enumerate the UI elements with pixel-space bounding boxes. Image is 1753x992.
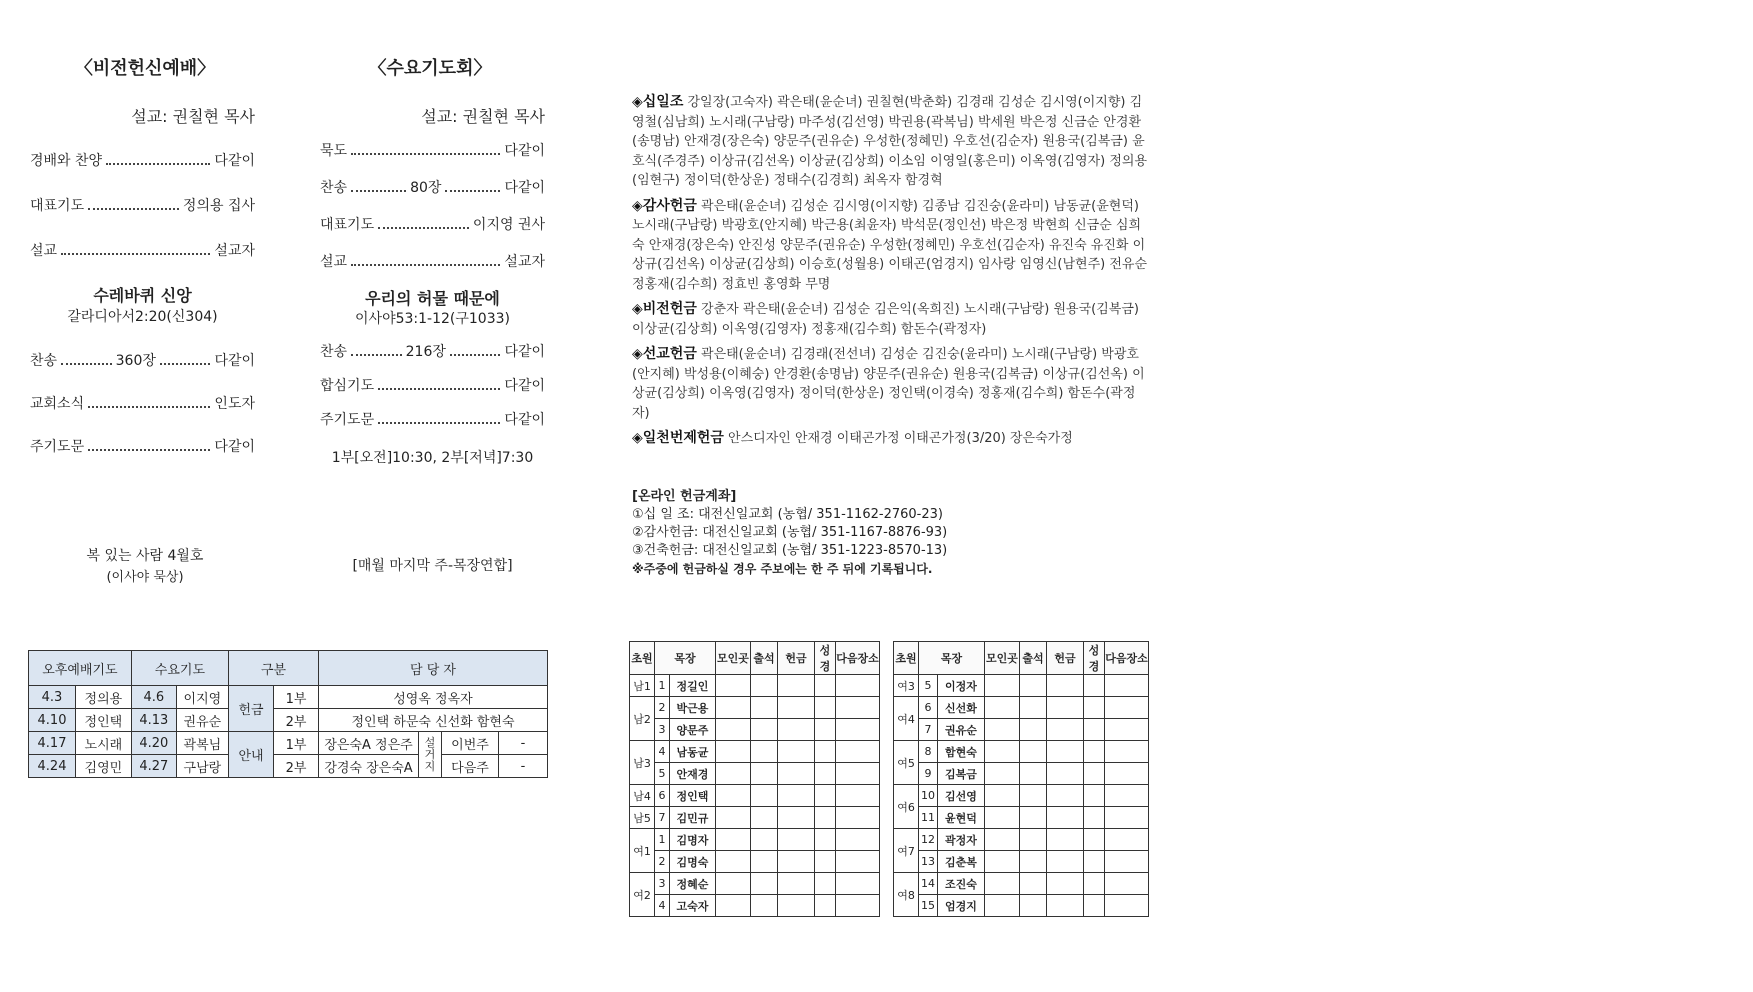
- date-cell: 4.6: [131, 686, 176, 709]
- table-row: [894, 697, 1149, 719]
- table-row: [894, 873, 1149, 895]
- no-cell: 4: [655, 895, 670, 917]
- group-cell: 여4: [894, 697, 919, 741]
- header-cell: 담 당 자: [319, 651, 548, 686]
- name-cell: 권유순: [176, 709, 228, 732]
- table-row: [630, 741, 880, 763]
- no-cell: 3: [655, 873, 670, 895]
- attendance-table-left: [629, 641, 880, 917]
- group-cell: 여7: [894, 829, 919, 873]
- vision-order-item: [30, 393, 255, 413]
- leader-cell: 정길인: [670, 675, 716, 697]
- name-cell: 김영민: [76, 755, 132, 778]
- order-label: 경배와 찬양: [30, 153, 103, 169]
- table-row: [630, 851, 880, 873]
- order-value: 인도자: [214, 396, 255, 412]
- leader-cell: 김춘복: [938, 851, 985, 873]
- wednesday-order-item: [320, 375, 545, 395]
- order-value: 다같이: [504, 412, 545, 428]
- offering-donors: 안스디자인 안재경 이태곤가정 이태곤가정(3/20) 장은숙가정: [723, 431, 1073, 446]
- no-cell: 10: [919, 785, 938, 807]
- hymn-number: 80장: [410, 180, 442, 196]
- date-cell: 4.20: [131, 732, 176, 755]
- table-row: [630, 697, 880, 719]
- group-cell: 여1: [630, 829, 655, 873]
- leader-cell: 윤현덕: [938, 807, 985, 829]
- table-row: [894, 763, 1149, 785]
- table-row: [29, 732, 548, 755]
- wednesday-prayer-title: 〈수요기도회〉: [368, 58, 492, 79]
- offering-donors: 곽은태(윤순녀) 김경래(전선녀) 김성순 김진숭(윤라미) 노시래(구남랑) 박광호(안지혜) 박성용(이혜숭) 안경환(송명남) 양문주(권유순) 원용국(김복금) 이상규(김선옥) 이상균(김상희) 이옥영(김영자) 정이덕(한상운) 정인택(이경숙) 정홍재(김수희) 함돈수(곽정자): [632, 347, 1145, 421]
- offering-donors: 강일장(고숙자) 곽은태(윤순녀) 권칠현(박춘화) 김경래 김성순 김시영(이지향) 김영철(심남희) 노시래(구남랑) 마주성(김선영) 박권용(곽복님) 박세원 박은정 신금순 안경환(송명남) 안재경(장은숙) 양문주(권유순) 우성한(정혜민) 우호선(김순자) 원용국(김복금) 윤호식(주경주) 이상규(김선옥) 이상균(김상희) 이소임 이영일(홍은미) 이옥영(김영자) 정의용(임현구) 정이덕(한상운) 정태수(김경희) 최옥자 함경혁: [632, 95, 1148, 188]
- table-header-row: [630, 642, 880, 675]
- online-accounts: [632, 488, 1152, 578]
- table-row: [630, 895, 880, 917]
- table-row: [630, 785, 880, 807]
- order-label: 찬송: [320, 344, 348, 360]
- leader-cell: 정인택: [670, 785, 716, 807]
- week-cell: 다음주: [442, 755, 499, 778]
- table-row: [894, 895, 1149, 917]
- devotional-title: 복 있는 사람 4월호: [86, 548, 204, 564]
- table-row: [630, 807, 880, 829]
- leader-cell: 남동균: [670, 741, 716, 763]
- no-cell: 7: [919, 719, 938, 741]
- header-cell: 초원: [894, 642, 919, 675]
- no-cell: 5: [919, 675, 938, 697]
- group-cell: 남1: [630, 675, 655, 697]
- wednesday-order-item: [320, 140, 545, 160]
- table-row: [894, 785, 1149, 807]
- order-value: 설교자: [214, 243, 255, 259]
- part-cell: 1부: [274, 686, 319, 709]
- part-cell: 1부: [274, 732, 319, 755]
- table-row: [630, 763, 880, 785]
- group-cell: 여2: [630, 873, 655, 917]
- vision-order-item: [30, 436, 255, 456]
- order-label: 합심기도: [320, 378, 375, 394]
- leader-cell: 곽정자: [938, 829, 985, 851]
- no-cell: 2: [655, 851, 670, 873]
- table-row: [894, 719, 1149, 741]
- order-value: 다같이: [214, 439, 255, 455]
- person-cell: 강경숙 장은숙A: [319, 755, 419, 778]
- offering-heading: ◈선교헌금: [632, 346, 697, 362]
- date-cell: 4.17: [29, 732, 76, 755]
- offering-mission: [632, 345, 1152, 423]
- part-cell: 2부: [274, 709, 319, 732]
- duty-schedule-table: [28, 650, 548, 778]
- leader-cell: 김복금: [938, 763, 985, 785]
- leader-cell: 이정자: [938, 675, 985, 697]
- group-cell: 여6: [894, 785, 919, 829]
- table-row: [894, 829, 1149, 851]
- date-cell: 4.27: [131, 755, 176, 778]
- group-cell: 남4: [630, 785, 655, 807]
- group-cell: 여8: [894, 873, 919, 917]
- header-cell: 목장: [919, 642, 985, 675]
- no-cell: 14: [919, 873, 938, 895]
- table-row: [630, 719, 880, 741]
- group-cell: 남2: [630, 697, 655, 741]
- no-cell: 15: [919, 895, 938, 917]
- name-cell: 노시래: [76, 732, 132, 755]
- header-cell: 구분: [229, 651, 319, 686]
- table-row: [630, 675, 880, 697]
- header-cell: 다음장소: [836, 642, 880, 675]
- account-note: ※주중에 헌금하실 경우 주보에는 한 주 뒤에 기록됩니다.: [632, 562, 933, 576]
- leader-cell: 박근용: [670, 697, 716, 719]
- header-cell: 수요기도: [131, 651, 228, 686]
- date-cell: 4.10: [29, 709, 76, 732]
- no-cell: 3: [655, 719, 670, 741]
- order-value: 설교자: [504, 254, 545, 270]
- offering-vision: [632, 300, 1152, 339]
- table-header-row: [894, 642, 1149, 675]
- order-value: 다같이: [504, 143, 545, 159]
- group-cell: 여5: [894, 741, 919, 785]
- order-label: 대표기도: [30, 198, 85, 214]
- name-cell: 구남랑: [176, 755, 228, 778]
- no-cell: 13: [919, 851, 938, 873]
- person-cell: 장은숙A 정은주: [319, 732, 419, 755]
- name-cell: 곽복님: [176, 732, 228, 755]
- order-value: 다같이: [504, 378, 545, 394]
- header-cell: 성경: [815, 642, 836, 675]
- header-cell: 성경: [1084, 642, 1105, 675]
- order-value: 이지영 권사: [472, 217, 545, 233]
- vision-order-item: [30, 350, 255, 370]
- no-cell: 1: [655, 829, 670, 851]
- wednesday-scripture-ref: 이사야53:1-12(구1033): [355, 311, 510, 327]
- person-cell: 정인택 하문숙 신선화 함현숙: [319, 709, 548, 732]
- name-cell: 정의용: [76, 686, 132, 709]
- group-cell: 남5: [630, 807, 655, 829]
- header-cell: 헌금: [1047, 642, 1084, 675]
- no-cell: 4: [655, 741, 670, 763]
- header-cell: 모인곳: [716, 642, 751, 675]
- order-label: 찬송: [320, 180, 348, 196]
- table-row: [894, 807, 1149, 829]
- no-cell: 5: [655, 763, 670, 785]
- table-row: [29, 686, 548, 709]
- leader-cell: 안재경: [670, 763, 716, 785]
- date-cell: 4.3: [29, 686, 76, 709]
- offering-donors: 곽은태(윤순녀) 김성순 김시영(이지향) 김종남 김진숭(윤라미) 남동균(윤현덕) 노시래(구남랑) 박광호(안지혜) 박근용(최윤자) 박석문(정인선) 박은정 박현희 신금순 심희숙 안재경(장은숙) 안진성 양문주(권유순) 우성한(정혜민) 우호선(김순자) 유진숙 유진화 이상규(김선옥) 이상균(김상희) 이승호(성월용) 이태곤(엄경지) 임사랑 임영신(남현주) 전유순 정홍재(김수희) 정효빈 홍영화 무명: [632, 198, 1148, 292]
- attendance-table-right: [893, 641, 1149, 917]
- wednesday-order-item: [320, 214, 545, 234]
- offerings-list: [632, 93, 1152, 449]
- leader-cell: 조진숙: [938, 873, 985, 895]
- leader-cell: 김선영: [938, 785, 985, 807]
- wednesday-order-item: [320, 409, 545, 429]
- leader-cell: 함현숙: [938, 741, 985, 763]
- order-value: 다같이: [504, 180, 546, 196]
- no-cell: 7: [655, 807, 670, 829]
- week-value-cell: -: [499, 732, 548, 755]
- week-cell: 이번주: [442, 732, 499, 755]
- leader-cell: 김명숙: [670, 851, 716, 873]
- no-cell: 9: [919, 763, 938, 785]
- wednesday-sermon-title: 우리의 허물 때문에: [365, 289, 500, 308]
- account-line: ②감사헌금: 대전신일교회 (농협/ 351-1167-8876-93): [632, 525, 948, 540]
- leader-cell: 고숙자: [670, 895, 716, 917]
- no-cell: 8: [919, 741, 938, 763]
- cell-group-note: [매월 마지막 주-목장연합]: [352, 558, 513, 574]
- offering-tithe: [632, 93, 1152, 191]
- category-cell: 안내: [229, 732, 274, 778]
- vision-scripture-ref: 갈라디아서2:20(신304): [67, 309, 218, 325]
- account-line: ①십 일 조: 대전신일교회 (농협/ 351-1162-2760-23): [632, 507, 943, 522]
- leader-cell: 양문주: [670, 719, 716, 741]
- date-cell: 4.24: [29, 755, 76, 778]
- table-row: [894, 675, 1149, 697]
- part-cell: 2부: [274, 755, 319, 778]
- table-row: [29, 709, 548, 732]
- table-row: [630, 829, 880, 851]
- table-row: [630, 873, 880, 895]
- no-cell: 11: [919, 807, 938, 829]
- wednesday-order-item: [320, 177, 545, 197]
- table-row: [29, 755, 548, 778]
- offering-heading: ◈십일조: [632, 94, 684, 110]
- offering-thanks: [632, 197, 1152, 295]
- header-cell: 헌금: [778, 642, 815, 675]
- no-cell: 6: [655, 785, 670, 807]
- order-label: 대표기도: [320, 217, 375, 233]
- week-value-cell: -: [499, 755, 548, 778]
- wednesday-order-item: [320, 341, 545, 361]
- order-label: 찬송: [30, 353, 58, 369]
- vision-sermon-title: 수레바퀴 신앙: [93, 286, 192, 305]
- service-times: 1부[오전]10:30, 2부[저녁]7:30: [331, 450, 534, 466]
- leader-cell: 정혜순: [670, 873, 716, 895]
- person-cell: 성영옥 정옥자: [319, 686, 548, 709]
- online-accounts-title: [온라인 헌금계좌]: [632, 489, 737, 504]
- offering-heading: ◈비전헌금: [632, 301, 697, 317]
- leader-cell: 권유순: [938, 719, 985, 741]
- order-value: 다같이: [504, 344, 546, 360]
- leader-cell: 엄경지: [938, 895, 985, 917]
- no-cell: 2: [655, 697, 670, 719]
- vision-order-item: [30, 195, 255, 215]
- date-cell: 4.13: [131, 709, 176, 732]
- leader-cell: 신선화: [938, 697, 985, 719]
- wednesday-sermon-preacher: 설교: 권칠현 목사: [421, 107, 545, 126]
- vision-order-item: [30, 150, 255, 170]
- dishwashing-cell: 설거지: [419, 732, 442, 778]
- order-label: 주기도문: [320, 412, 375, 428]
- account-line: ③건축헌금: 대전신일교회 (농협/ 351-1223-8570-13): [632, 543, 948, 558]
- order-value: 다같이: [214, 353, 256, 369]
- no-cell: 1: [655, 675, 670, 697]
- group-cell: 남3: [630, 741, 655, 785]
- offering-donors: 강춘자 곽은태(윤순녀) 김성순 김은익(옥희진) 노시래(구남랑) 원용국(김복금) 이상균(김상희) 이옥영(김영자) 정홍재(김수희) 함돈수(곽정자): [632, 302, 1139, 337]
- no-cell: 12: [919, 829, 938, 851]
- header-cell: 모인곳: [985, 642, 1020, 675]
- order-value: 정의용 집사: [182, 198, 255, 214]
- offering-thousand: [632, 429, 1152, 449]
- table-row: [894, 741, 1149, 763]
- order-label: 설교: [320, 254, 348, 270]
- order-value: 다같이: [214, 153, 255, 169]
- table-row: [894, 851, 1149, 873]
- name-cell: 정인택: [76, 709, 132, 732]
- header-cell: 출석: [1020, 642, 1047, 675]
- header-cell: 초원: [630, 642, 655, 675]
- header-cell: 다음장소: [1105, 642, 1149, 675]
- category-cell: 헌금: [229, 686, 274, 732]
- leader-cell: 김민규: [670, 807, 716, 829]
- hymn-number: 216장: [405, 344, 446, 360]
- vision-sermon-preacher: 설교: 권칠현 목사: [131, 107, 255, 126]
- order-label: 교회소식: [30, 396, 85, 412]
- order-label: 설교: [30, 243, 58, 259]
- group-cell: 여3: [894, 675, 919, 697]
- hymn-number: 360장: [115, 353, 156, 369]
- leader-cell: 김명자: [670, 829, 716, 851]
- name-cell: 이지영: [176, 686, 228, 709]
- header-cell: 출석: [751, 642, 778, 675]
- devotional-subtitle: (이사야 묵상): [106, 570, 184, 585]
- no-cell: 6: [919, 697, 938, 719]
- order-label: 주기도문: [30, 439, 85, 455]
- vision-order-item: [30, 240, 255, 260]
- offering-heading: ◈감사헌금: [632, 197, 697, 214]
- header-cell: 목장: [655, 642, 716, 675]
- table-header-row: [29, 651, 548, 686]
- wednesday-order-item: [320, 251, 545, 271]
- order-label: 묵도: [320, 143, 348, 159]
- vision-worship-title: 〈비전헌신예배〉: [74, 58, 216, 79]
- header-cell: 오후예배기도: [29, 651, 132, 686]
- offering-heading: ◈일천번제헌금: [632, 430, 724, 446]
